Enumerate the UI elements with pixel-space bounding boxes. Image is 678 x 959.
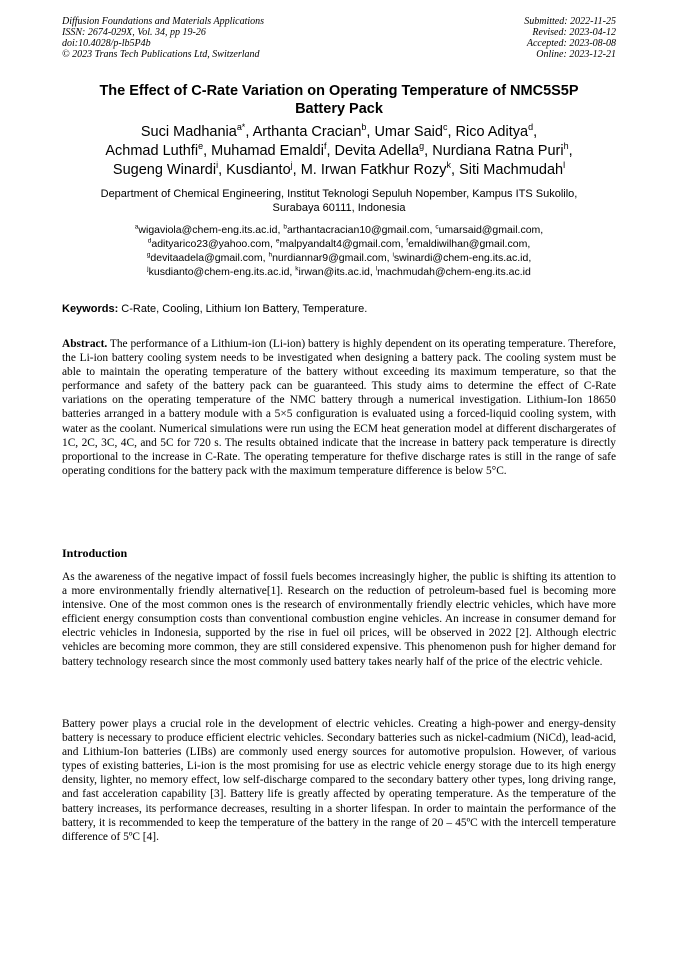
email-line-4 bbox=[62, 265, 616, 279]
author-name: Rico Aditya bbox=[455, 124, 529, 140]
introduction-heading: Introduction bbox=[62, 546, 128, 560]
email-sup: b bbox=[283, 223, 287, 231]
email-address[interactable]: emaldiwilhan@gmail.com bbox=[408, 238, 528, 250]
email-address[interactable]: machmudah@chem-eng.its.ac.id bbox=[377, 266, 531, 278]
author-sep: , bbox=[451, 162, 460, 178]
author-sup: d bbox=[528, 122, 534, 133]
author-sep: , bbox=[292, 162, 301, 178]
email-sup: l bbox=[375, 265, 378, 273]
email-sup: e bbox=[275, 237, 280, 245]
journal-name: Diffusion Foundations and Materials Applications bbox=[62, 16, 265, 27]
author-sup: k bbox=[446, 160, 452, 171]
author-name: Achmad Luthfi bbox=[105, 143, 199, 159]
author-sep: , bbox=[245, 124, 253, 140]
email-address[interactable]: malpyandalt4@gmail.com bbox=[279, 238, 401, 250]
email-sep: , bbox=[540, 224, 544, 236]
email-sup: j bbox=[147, 265, 149, 273]
author-sep: , bbox=[447, 124, 456, 140]
submitted-date: Submitted: 2022-11-25 bbox=[524, 16, 616, 27]
author-name: Devita Adella bbox=[334, 143, 420, 159]
author-line-1 bbox=[62, 123, 616, 142]
email-address[interactable]: devitaadela@gmail.com bbox=[150, 252, 263, 264]
email-sep: , bbox=[369, 266, 376, 278]
author-sup: g bbox=[419, 141, 425, 152]
author-name: Umar Said bbox=[374, 124, 443, 140]
author-sep: , bbox=[424, 143, 433, 159]
abstract-label: Abstract. bbox=[62, 338, 108, 350]
email-sep: , bbox=[527, 238, 531, 250]
email-sep: , bbox=[277, 224, 284, 236]
author-sep: , bbox=[533, 124, 538, 140]
keywords-label: Keywords: bbox=[62, 303, 119, 315]
keywords bbox=[62, 302, 616, 316]
email-sup: d bbox=[147, 237, 152, 245]
author-sup: b bbox=[361, 122, 367, 133]
author-sup: a* bbox=[236, 122, 246, 133]
online-date: Online: 2023-12-21 bbox=[536, 49, 616, 60]
author-name: Nurdiana Ratna Puri bbox=[432, 143, 564, 159]
revised-date: Revised: 2023-04-12 bbox=[532, 27, 616, 38]
doi: doi:10.4028/p-lb5P4b bbox=[62, 38, 151, 49]
email-sup: k bbox=[295, 265, 299, 273]
email-line-2 bbox=[62, 237, 616, 251]
author-name: Muhamad Emaldi bbox=[211, 143, 324, 159]
email-sep: , bbox=[262, 252, 269, 264]
author-sep: , bbox=[366, 124, 375, 140]
issn: ISSN: 2674-029X, Vol. 34, pp 19-26 bbox=[62, 27, 206, 38]
email-sup: g bbox=[146, 251, 151, 259]
author-line-2 bbox=[62, 142, 616, 161]
author-emails bbox=[62, 223, 616, 279]
email-sep: , bbox=[528, 252, 532, 264]
keywords-text: C-Rate, Cooling, Lithium Ion Battery, Temperature. bbox=[118, 303, 368, 315]
email-sep: , bbox=[270, 238, 276, 250]
author-name: M. Irwan Fatkhur Rozy bbox=[300, 162, 447, 178]
author-sup: l bbox=[563, 160, 566, 171]
affiliation-line-2: Surabaya 60111, Indonesia bbox=[272, 202, 406, 214]
email-address[interactable]: arthantacracian10@gmail.com bbox=[286, 224, 430, 236]
author-name: Siti Machmudah bbox=[459, 162, 564, 178]
title-line-1: The Effect of C-Rate Variation on Operating Temperature of NMC5S5P bbox=[99, 83, 579, 99]
author-sup: j bbox=[290, 160, 293, 171]
introduction-paragraph-2: Battery power plays a crucial role in the development of electric vehicles. Creating a high-power and energy-density battery is necessary to produce efficient electric vehicles. Secondary batteries such as nickel-cadmium (NiCd), lead-acid, and Lithium-Ion batteries (LIBs) are commonly used energy sources for automotive propulsion. However, of various types of existing batteries, Li-ion is the most promising for use as electric vehicle energy storage due to its high energy density, lighter, no memory effect, low self-discharge compared to the secondary battery other types, long driving range, and fast acceleration capability [3]. Battery life is greatly affected by operating temperature. As the temperature of the battery increases, its performance decreases, resulting in a shorter lifespan. In order to maintain the performance of the battery, it is recommended to keep the temperature of the battery in the range of 20 – 45ºC with the intercell temperature difference of 5ºC [4]. bbox=[62, 718, 616, 843]
email-line-3 bbox=[62, 251, 616, 265]
author-line-3 bbox=[62, 161, 616, 180]
email-sep: , bbox=[386, 252, 393, 264]
author-name: Suci Madhania bbox=[140, 124, 237, 140]
author-sup: i bbox=[216, 160, 219, 171]
email-address[interactable]: umarsaid@gmail.com bbox=[438, 224, 541, 236]
header-left bbox=[62, 16, 264, 60]
author-sep: , bbox=[568, 143, 573, 159]
title-line-2: Battery Pack bbox=[295, 101, 383, 117]
email-sep: , bbox=[289, 266, 296, 278]
author-name: Sugeng Winardi bbox=[112, 162, 217, 178]
email-sup: h bbox=[268, 251, 273, 259]
author-sep: , bbox=[203, 143, 212, 159]
email-line-1 bbox=[62, 223, 616, 237]
abstract bbox=[62, 337, 616, 478]
email-address[interactable]: kusdianto@chem-eng.its.ac.id bbox=[148, 266, 290, 278]
author-sep: , bbox=[326, 143, 335, 159]
author-sep: , bbox=[218, 162, 227, 178]
email-sup: i bbox=[392, 251, 394, 259]
email-address[interactable]: nurdiannar9@gmail.com bbox=[272, 252, 387, 264]
copyright: © 2023 Trans Tech Publications Ltd, Switzerland bbox=[62, 49, 260, 60]
author-name: Kusdianto bbox=[226, 162, 291, 178]
email-sup: a bbox=[134, 223, 139, 231]
email-sup: c bbox=[435, 223, 439, 231]
header-right bbox=[524, 16, 616, 60]
author-name: Arthanta Cracian bbox=[252, 124, 362, 140]
email-sep: , bbox=[400, 238, 407, 250]
email-sep: , bbox=[429, 224, 436, 236]
author-sup: h bbox=[563, 141, 569, 152]
paper-title bbox=[62, 82, 616, 118]
introduction-paragraph-1: As the awareness of the negative impact of fossil fuels becomes increasingly higher, the public is shifting its attention to a more environmentally friendly alternative[1]. Research on the reduction of petroleum-based fuel is becoming more intensive. One of the most common ones is the research of environmentally friendly electric vehicles, which have more efficient energy consumption costs than conventional combustion engine vehicles. An increase in consumer demand for electric vehicles in Indonesia, supported by the rise in fuel oil prices, will be observed in 2022 [2]. Although electric vehicles are becoming more common, they are still considered expensive. This phenomenon push for higher demand for battery technology research since the most commonly used battery takes nearly half of the price of the electric vehicle. bbox=[62, 571, 616, 668]
author-sup: f bbox=[323, 141, 327, 152]
accepted-date: Accepted: 2023-08-08 bbox=[526, 38, 616, 49]
email-sup: f bbox=[406, 237, 409, 245]
email-address[interactable]: irwan@its.ac.id bbox=[298, 266, 370, 278]
abstract-text: The performance of a Lithium-ion (Li-ion) battery is highly dependent on its operating temperature. Therefore, the Li-ion battery cooling system needs to be investigated when designing a battery pack. The cooling system must be able to maintain the operating temperature of the battery without exceeding its maximum temperature, so that the performance and safety of the battery pack can be guaranteed. This study aims to determine the effect of C-Rate variations on the operating temperature of the NMC battery through a numerical investigation. Lithium-Ion 18650 batteries arranged in a battery module with a 5×5 configuration is evaluated using a forced-liquid cooling system, with water as the coolant. Numerical simulations were run using the ECM heat generation model at different dischargerates of 1C, 2C, 3C, 4C, and 5C for 720 s. The results obtained indicate that the increase in battery pack temperature is directly proportional to the increase in C-Rate. The operating temperature for thefive discharge rates is still in the range of safe operating conditions for the battery pack with the maximum temperature difference is below 5°C. bbox=[62, 338, 616, 477]
affiliation-line-1: Department of Chemical Engineering, Institut Teknologi Sepuluh Nopember, Kampus ITS Sukolilo, bbox=[100, 188, 578, 200]
author-sup: c bbox=[442, 122, 448, 133]
author-sup: e bbox=[198, 141, 204, 152]
email-address[interactable]: wigaviola@chem-eng.its.ac.id bbox=[138, 224, 278, 236]
affiliation bbox=[62, 187, 616, 215]
email-address[interactable]: swinardi@chem-eng.its.ac.id bbox=[393, 252, 529, 264]
author-list bbox=[62, 123, 616, 180]
email-address[interactable]: adityarico23@yahoo.com bbox=[151, 238, 271, 250]
